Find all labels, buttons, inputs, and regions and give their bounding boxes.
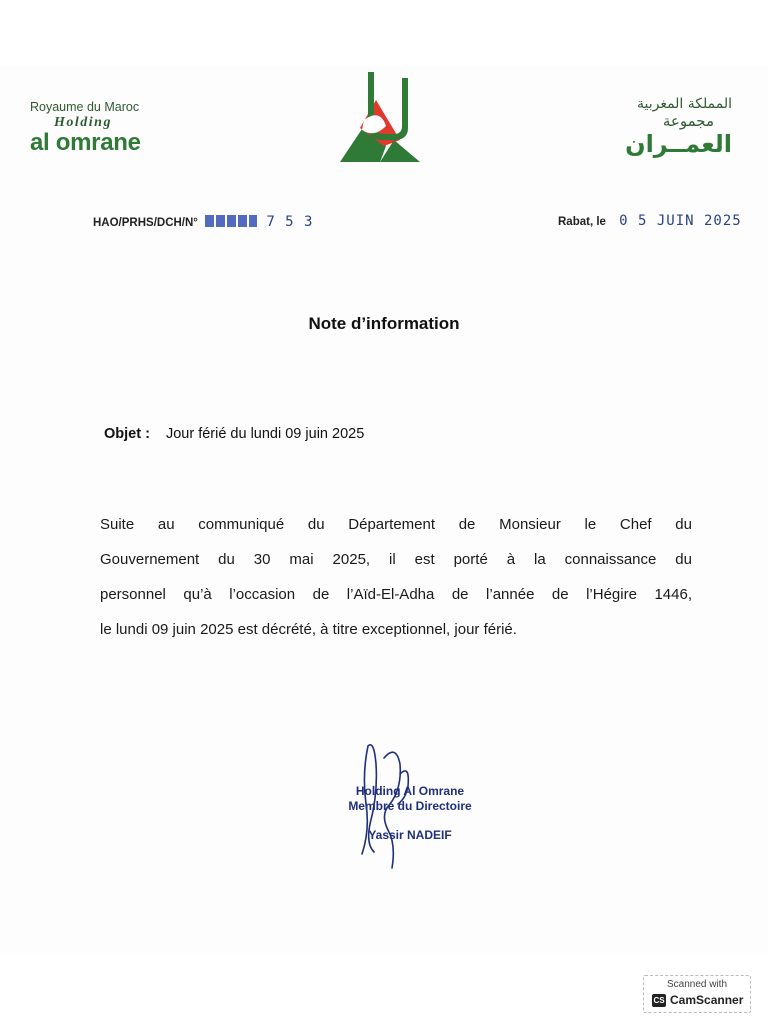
brand-name-ar: العمــران (625, 130, 732, 158)
body-line: le lundi 09 juin 2025 est décrété, à titre exceptionnel, jour férié. (100, 621, 517, 638)
scan-top-margin (0, 0, 768, 66)
body-line: Gouvernement du 30 mai 2025, il est porté à la connaissance du (100, 551, 692, 568)
subject-text: Jour férié du lundi 09 juin 2025 (165, 426, 365, 442)
stamped-number-block (205, 215, 257, 227)
signature-block (310, 784, 510, 843)
camscanner-name: CamScanner (670, 993, 744, 1007)
date-label: Rabat, le (558, 216, 606, 228)
kingdom-label: Royaume du Maroc (30, 100, 140, 114)
kingdom-label-ar: المملكة المغربية (636, 96, 732, 112)
date-line (558, 213, 742, 229)
body-paragraph (100, 507, 692, 647)
group-label-ar: مجموعة (662, 112, 714, 130)
al-omrane-logo-icon (334, 68, 426, 166)
body-line: personnel qu’à l’occasion de l’Aïd-El-Adha de l’année de l’Hégire 1446, (100, 586, 692, 603)
page-title: Note d’information (308, 314, 460, 333)
letterhead-right (552, 96, 732, 158)
camscanner-watermark (643, 975, 751, 1013)
signature-org: Holding Al Omrane (355, 784, 465, 798)
subject-line (104, 426, 364, 442)
letterhead-left (30, 100, 170, 157)
camscanner-icon: CS (653, 996, 665, 1005)
signature-role: Membre du Directoire (348, 799, 472, 813)
holding-label: Holding (54, 115, 112, 130)
reference-label: HAO/PRHS/DCH/N° (93, 217, 198, 229)
date-stamp: 0 5 JUIN 2025 (619, 213, 742, 229)
body-line: Suite au communiqué du Département de Monsieur le Chef du (100, 516, 692, 533)
reference-number: 7 5 3 (266, 214, 314, 230)
brand-name: al omrane (30, 129, 141, 156)
subject-label: Objet : (104, 426, 150, 442)
reference-line (93, 214, 313, 230)
camscanner-caption: Scanned with (666, 979, 728, 990)
signature-name: Yassir NADEIF (368, 828, 452, 842)
